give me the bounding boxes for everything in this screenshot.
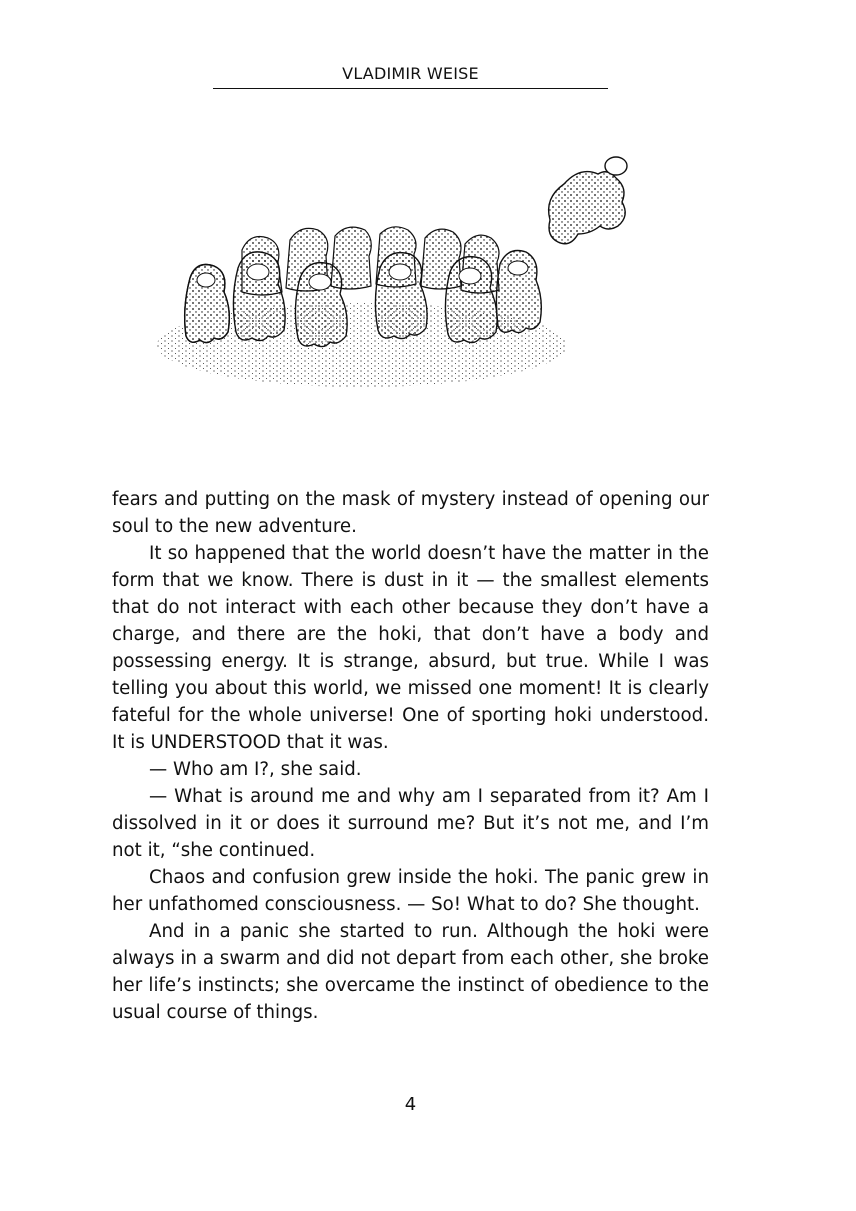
hoki-swarm-illustration bbox=[150, 140, 650, 400]
running-head: VLADIMIR WEISE bbox=[213, 64, 608, 89]
paragraph-3: — Who am I?, she said. bbox=[149, 759, 362, 780]
paragraph-5: Chaos and confusion grew inside the hoki. The panic grew in her unfathomed consciousness. — So! What to do? She thought. bbox=[112, 867, 709, 915]
leaping-hoki bbox=[549, 157, 627, 244]
paragraph-6: And in a panic she started to run. Although the hoki were always in a swarm and did not depart from each other, she broke her life’s instincts; she overcame the instinct of obedience to the usual course of things. bbox=[112, 921, 709, 1023]
page-number: 4 bbox=[404, 1094, 417, 1115]
paragraph-2: It so happened that the world doesn’t have the matter in the form that we know. There is dust in it — the smallest elements that do not interact with each other because they don’t have a charge, and there are the hoki, that don’t have a body and possessing energy. It is strange, absurd, but true. While I was telling you about this world, we missed one moment! It is clearly fateful for the whole universe! One of sporting hoki understood. It is UNDERSTOOD that it was. bbox=[112, 543, 709, 753]
paragraph-1: fears and putting on the mask of mystery instead of opening our soul to the new adventure. bbox=[112, 489, 709, 537]
paragraph-4: — What is around me and why am I separated from it? Am I dissolved in it or does it surround me? But it’s not me, and I’m not it, “she continued. bbox=[112, 786, 709, 861]
body-text bbox=[112, 486, 709, 1026]
